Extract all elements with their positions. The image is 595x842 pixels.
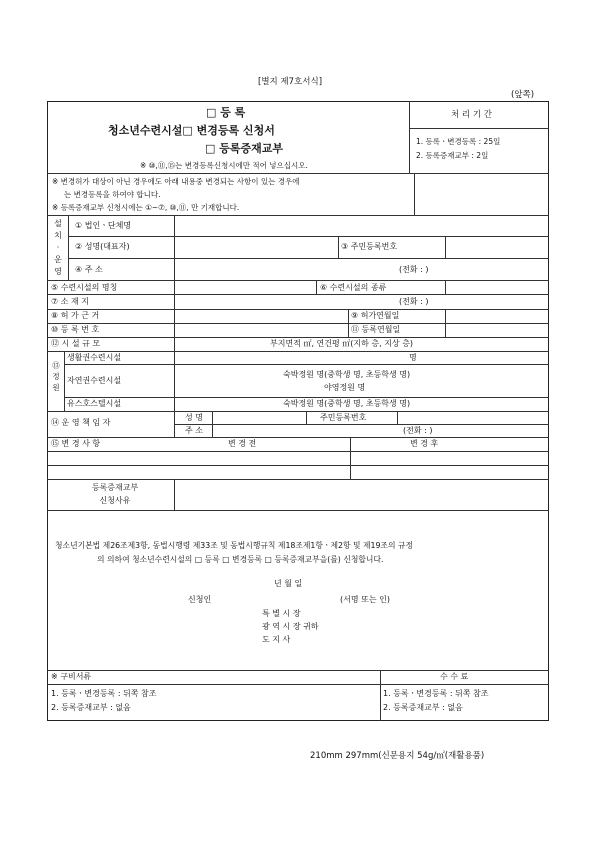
fee-heading: 수 수 료 <box>440 672 469 681</box>
capacity-side-char: 원 <box>52 383 60 392</box>
scale-label: ⑫ 시 설 규 모 <box>51 339 101 348</box>
paper-spec: 210mm 297mm(신문용지 54g/㎡(재활용품) <box>310 751 485 761</box>
capacity-side-char: ⑬ <box>52 361 60 370</box>
corp-name-field[interactable] <box>175 216 548 235</box>
permit-basis-field[interactable] <box>175 310 347 322</box>
scale-value: 부지면적 ㎡, 연건평 ㎡(지하 층, 지상 층) <box>270 339 414 348</box>
resident-no-field[interactable] <box>446 237 548 257</box>
attachments-heading: ※ 구비서류 <box>51 672 92 681</box>
reissue-reason-label-1: 등록증재교부 <box>91 483 139 492</box>
title-note: ※ ⑩,⑪,⑮는 변경등록신청시에만 적어 넣으십시오. <box>140 161 308 170</box>
rep-name-label: ② 성명(대표자) <box>75 242 130 251</box>
capacity-row-value: 명 <box>409 353 417 362</box>
address-phone: (전화 : ) <box>399 265 429 274</box>
reissue-reason-field[interactable] <box>175 480 548 509</box>
permit-basis-label: ⑧ 허 가 근 거 <box>51 311 100 320</box>
manager-name-label: 성 명 <box>185 413 203 422</box>
signature-note: (서명 또는 인) <box>340 595 390 604</box>
declaration-date: 년 월 일 <box>274 579 303 588</box>
reg-date-field[interactable] <box>446 324 548 336</box>
capacity-side-label <box>48 360 64 393</box>
changes-after-field[interactable] <box>351 452 548 478</box>
facility-type-field[interactable] <box>446 281 548 293</box>
title-opt-reissue: □ 등록증재교부 <box>205 142 283 155</box>
operator-side-char: 설 <box>54 219 62 228</box>
reg-date-label: ⑪ 등록연월일 <box>351 325 401 334</box>
applicant-label: 신청인 <box>188 595 212 604</box>
manager-label: ⑭ 운 영 책 임 자 <box>51 418 111 427</box>
addressee-1: 특 별 시 장 <box>262 609 301 618</box>
notice-1a: ※ 변경허가 대상이 아닌 경우에도 아래 내용중 변경되는 사항이 있는 경우에 <box>52 177 300 186</box>
changes-after-heading: 변 경 후 <box>410 439 439 448</box>
manager-resident-no-field[interactable] <box>398 412 548 423</box>
title-opt-register: □ 등 록 <box>206 106 246 119</box>
operator-side-char: · <box>56 243 60 252</box>
page-side-label: (앞쪽) <box>511 90 535 100</box>
notice-2: ※ 등록증재교부 신청시에는 ①~⑦, ⑩,⑪, 만 기재합니다. <box>52 203 240 212</box>
operator-side-char: 영 <box>54 267 62 276</box>
manager-resident-no-label: 주민등록번호 <box>320 413 367 422</box>
capacity-row-label: 자연권수련시설 <box>67 376 122 385</box>
permit-date-field[interactable] <box>446 310 548 322</box>
manager-address-label: 주 소 <box>185 426 203 435</box>
declaration-line1: 청소년기본법 제26조제3항, 동법시행령 제33조 및 동법시행규칙 제18조제1항ㆍ제2항 및 제19조의 규정 <box>55 541 414 550</box>
capacity-row-label: 유스호스텔시설 <box>67 399 122 408</box>
changes-before-field[interactable] <box>48 452 349 478</box>
reg-no-label: ⑩ 등 록 번 호 <box>51 325 100 334</box>
facility-name-label: ⑤ 수련시설의 명칭 <box>51 283 118 292</box>
address-label: ④ 주 소 <box>75 265 103 274</box>
manager-phone: (전화 : ) <box>403 426 433 435</box>
reissue-reason-label-2: 신청사유 <box>99 496 131 505</box>
corp-name-label: ① 법인ㆍ단체명 <box>75 221 132 230</box>
reg-no-field[interactable] <box>175 324 347 336</box>
permit-date-label: ⑨ 허가연월일 <box>351 311 400 320</box>
declaration-line2: 의 의하여 청소년수련시설의 □ 등록 □ 변경등록 □ 등록증재교부을(를) 신청합니다. <box>97 555 384 564</box>
location-field[interactable] <box>175 295 395 308</box>
rep-name-field[interactable] <box>175 237 337 257</box>
applicant-signature-field[interactable] <box>220 592 330 606</box>
address-field[interactable] <box>175 259 395 279</box>
operator-side-label <box>49 218 67 278</box>
changes-label: ⑮ 변 경 사 항 <box>51 439 101 448</box>
facility-type-label: ⑥ 수련시설의 종류 <box>320 283 387 292</box>
capacity-row-value-2: 야영정원 명 <box>324 383 366 392</box>
attachments-line2: 2. 등록증재교부 : 없음 <box>51 703 131 712</box>
operator-side-char: 치 <box>54 231 62 240</box>
resident-no-label: ③ 주민등록번호 <box>341 242 398 251</box>
operator-side-char: 운 <box>54 255 62 264</box>
changes-before-heading: 변 경 전 <box>228 439 257 448</box>
title-main: 청소년수련시설□ 변경등록 신청서 <box>108 124 275 137</box>
processing-line2: 2. 등록증재교부 : 2일 <box>416 151 489 160</box>
processing-heading: 처 리 기 간 <box>451 110 492 120</box>
capacity-side-char: 정 <box>52 372 60 381</box>
location-phone: (전화 : ) <box>399 297 429 306</box>
capacity-row-value: 숙박정원 명(중학생 명, 초등학생 명) <box>283 399 411 408</box>
fee-line2: 2. 등록증재교부 : 없음 <box>383 703 463 712</box>
addressee-2: 광 역 시 장 귀하 <box>262 622 319 631</box>
facility-name-field[interactable] <box>175 281 315 293</box>
capacity-row-label: 생활권수련시설 <box>67 353 122 362</box>
location-label: ⑦ 소 재 지 <box>51 297 89 306</box>
manager-name-field[interactable] <box>213 412 305 423</box>
capacity-row-value: 숙박정원 명(중학생 명, 초등학생 명) <box>283 370 411 379</box>
form-label: [별지 제7호서식] <box>258 77 323 87</box>
addressee-3: 도 지 사 <box>262 635 291 644</box>
processing-line1: 1. 등록ㆍ변경등록 : 25일 <box>416 137 501 146</box>
fee-line1: 1. 등록ㆍ변경등록 : 뒤쪽 참조 <box>383 689 489 698</box>
attachments-line1: 1. 등록ㆍ변경등록 : 뒤쪽 참조 <box>51 689 157 698</box>
notice-1b: 는 변경등록을 하여야 합니다. <box>64 190 161 199</box>
